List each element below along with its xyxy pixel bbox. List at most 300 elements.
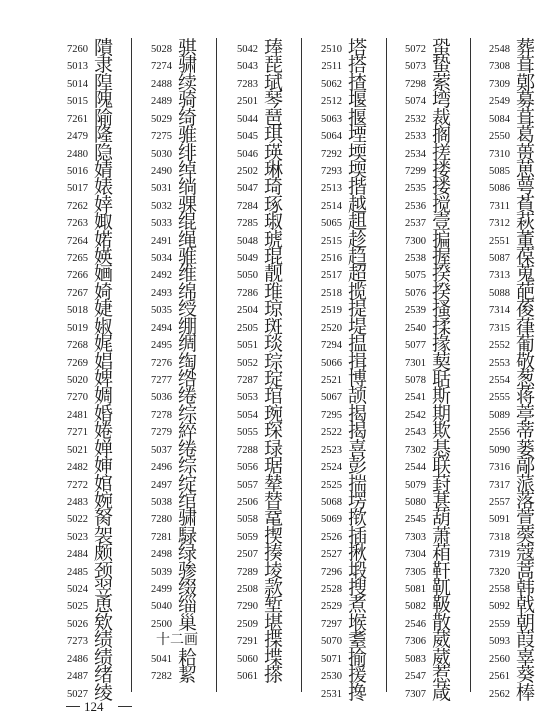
entry-character: 绩: [94, 629, 114, 652]
entry-character: 骓: [178, 124, 198, 147]
entry-character: 款: [264, 577, 284, 600]
entry-code: 2491: [151, 235, 172, 247]
entry-code: 7260: [67, 44, 88, 55]
column-divider: [131, 38, 132, 692]
entry-code: 5085: [489, 165, 510, 177]
entry-code: 2515: [321, 235, 342, 247]
entry-code: 7294: [321, 340, 342, 352]
entry-code: 7305: [405, 566, 426, 578]
entry-character: 胬: [94, 507, 114, 530]
entry-character: 欸: [94, 611, 114, 634]
entry-character: 婵: [94, 437, 114, 460]
entry-code: 5054: [237, 409, 258, 421]
entry-code: 5049: [237, 253, 258, 265]
entry-character: 越: [348, 193, 368, 216]
entry-character: 棒: [516, 681, 536, 704]
entry-code: 2494: [151, 322, 172, 334]
entry-character: 趄: [348, 211, 368, 234]
entry-character: 绮: [178, 106, 198, 129]
entry-character: 堎: [264, 559, 284, 582]
entry-character: 葭: [516, 629, 536, 652]
entry-character: 鼋: [264, 507, 284, 530]
entry-character: 揆: [432, 263, 452, 286]
entry-code: 2552: [489, 340, 510, 352]
entry-character: 搂: [432, 158, 452, 181]
entry-code: 7298: [405, 78, 426, 90]
entry-code: 5052: [237, 357, 258, 369]
entry-code: 7280: [151, 514, 172, 526]
entry-code: 5025: [67, 601, 88, 613]
entry-character: 塅: [348, 559, 368, 582]
entry-character: 揉: [432, 315, 452, 338]
entry-code: 7300: [405, 235, 426, 247]
index-entry: [474, 683, 539, 703]
entry-code: 7304: [405, 549, 426, 561]
entry-character: 壹: [432, 211, 452, 234]
entry-character: 葆: [516, 246, 536, 269]
entry-code: 5065: [321, 218, 342, 230]
entry-character: 葸: [516, 158, 536, 181]
entry-code: 7317: [489, 479, 510, 491]
entry-code: 5031: [151, 183, 172, 195]
entry-code: 5064: [321, 131, 342, 143]
entry-code: 7265: [67, 253, 88, 265]
entry-code: 2560: [489, 653, 510, 665]
index-column-1: [52, 37, 130, 704]
entry-character: 揖: [348, 350, 368, 373]
entry-character: 琴: [264, 89, 284, 112]
entry-character: 琛: [264, 420, 284, 443]
entry-character: 葴: [432, 681, 452, 704]
entry-character: 琦: [264, 176, 284, 199]
entry-character: 散: [432, 611, 452, 634]
entry-code: 7309: [489, 78, 510, 90]
entry-code: 2519: [321, 305, 342, 317]
entry-code: 2561: [489, 671, 510, 683]
entry-character: 蒎: [516, 472, 536, 495]
entry-code: 7310: [489, 148, 510, 160]
entry-character: 萧: [432, 524, 452, 547]
entry-code: 7306: [405, 636, 426, 648]
entry-code: 2542: [405, 409, 426, 421]
entry-character: 隗: [94, 89, 114, 112]
entry-character: 隐: [94, 141, 114, 164]
entry-character: 隃: [94, 106, 114, 129]
entry-character: 琫: [264, 37, 284, 59]
entry-character: 翌: [94, 577, 114, 600]
entry-character: 绸: [178, 333, 198, 356]
entry-character: 骕: [178, 54, 198, 77]
entry-character: 超: [348, 263, 368, 286]
entry-character: 葜: [432, 350, 452, 373]
entry-code: 2538: [405, 253, 426, 265]
entry-character: 婞: [94, 193, 114, 216]
entry-character: 绰: [178, 158, 198, 181]
entry-code: 2530: [321, 671, 342, 683]
entry-code: 5060: [237, 653, 258, 665]
entry-character: 琔: [264, 367, 284, 390]
entry-character: 鄚: [516, 71, 536, 94]
entry-code: 5029: [151, 113, 172, 125]
entry-character: 揽: [348, 280, 368, 303]
entry-code: 5059: [237, 531, 258, 543]
entry-code: 7286: [237, 287, 258, 299]
entry-code: 5081: [405, 584, 426, 596]
entry-character: 婍: [94, 280, 114, 303]
entry-code: 2548: [489, 44, 510, 55]
entry-code: 5056: [237, 462, 258, 474]
entry-character: 韩: [516, 577, 536, 600]
entry-character: 靰: [432, 577, 452, 600]
entry-code: 5075: [405, 270, 426, 282]
entry-character: 琵: [264, 54, 284, 77]
entry-character: 绫: [94, 681, 114, 704]
entry-code: 2506: [237, 496, 258, 508]
entry-code: 7308: [489, 61, 510, 73]
entry-character: 趁: [348, 228, 368, 251]
entry-code: 5058: [237, 514, 258, 526]
entry-code: 5048: [237, 235, 258, 247]
entry-code: 2508: [237, 584, 258, 596]
entry-character: 聒: [432, 367, 452, 390]
entry-code: 7297: [321, 618, 342, 630]
entry-character: 蛩: [432, 37, 452, 59]
entry-character: 蛰: [432, 54, 452, 77]
entry-code: 7313: [489, 270, 510, 282]
entry-character: 萩: [516, 211, 536, 234]
entry-character: 骒: [178, 193, 198, 216]
entry-code: 7303: [405, 531, 426, 543]
entry-code: 2556: [489, 427, 510, 439]
entry-character: 琥: [264, 228, 284, 251]
entry-code: 5018: [67, 305, 88, 317]
entry-character: 綷: [178, 420, 198, 443]
entry-code: 5033: [151, 218, 172, 230]
entry-code: 2493: [151, 287, 172, 299]
entry-character: 联: [432, 455, 452, 478]
index-entry: [306, 683, 384, 703]
entry-code: 2498: [151, 549, 172, 561]
entry-code: 5037: [151, 444, 172, 456]
entry-code: 7320: [489, 566, 510, 578]
entry-character: 葙: [432, 542, 452, 565]
entry-code: 2480: [67, 148, 88, 160]
entry-character: 葰: [516, 298, 536, 321]
entry-character: 萼: [516, 176, 536, 199]
entry-code: 5020: [67, 374, 88, 386]
entry-character: 朝: [516, 611, 536, 634]
entry-code: 5030: [151, 148, 172, 160]
entry-character: 葺: [516, 54, 536, 77]
entry-character: 揸: [348, 71, 368, 94]
entry-character: 恿: [94, 594, 114, 617]
entry-character: 葳: [432, 629, 452, 652]
entry-character: 骖: [178, 559, 198, 582]
entry-character: 娼: [94, 350, 114, 373]
entry-character: 揩: [348, 176, 368, 199]
entry-code: 7311: [489, 200, 510, 212]
entry-code: 7267: [67, 287, 88, 299]
entry-character: 搽: [264, 664, 284, 687]
entry-code: 2514: [321, 200, 342, 212]
entry-code: 5053: [237, 392, 258, 404]
entry-character: 骓: [178, 246, 198, 269]
entry-code: 7281: [151, 531, 172, 543]
entry-code: 2497: [151, 479, 172, 491]
entry-code: 5083: [405, 653, 426, 665]
entry-code: 2553: [489, 357, 510, 369]
entry-code: 2539: [405, 305, 426, 317]
entry-character: 婕: [94, 298, 114, 321]
entry-code: 5077: [405, 340, 426, 352]
entry-character: 塄: [348, 489, 368, 512]
entry-character: 董: [516, 228, 536, 251]
entry-code: 2496: [151, 462, 172, 474]
entry-code: 2502: [237, 165, 258, 177]
entry-character: 揣: [348, 472, 368, 495]
entry-character: 绺: [178, 367, 198, 390]
entry-code: 2547: [405, 671, 426, 683]
entry-character: 葵: [516, 664, 536, 687]
page-footer: [0, 696, 170, 718]
page-number: 124: [84, 699, 104, 714]
entry-code: 7307: [405, 688, 426, 700]
entry-character: 落: [516, 489, 536, 512]
entry-character: 婠: [94, 472, 114, 495]
entry-code: 2536: [405, 200, 426, 212]
entry-character: 娵: [94, 211, 114, 234]
entry-character: 婊: [94, 176, 114, 199]
entry-character: 堧: [348, 158, 368, 181]
entry-character: 搓: [432, 141, 452, 164]
entry-character: 堠: [348, 611, 368, 634]
entry-character: 萦: [432, 71, 452, 94]
entry-code: 2534: [405, 148, 426, 160]
entry-character: 婶: [94, 455, 114, 478]
footer-dash-left: [66, 706, 80, 707]
entry-code: 2527: [321, 549, 342, 561]
entry-character: 绪: [94, 664, 114, 687]
entry-code: 5045: [237, 131, 258, 143]
entry-character: 葺: [516, 106, 536, 129]
entry-code: 5016: [67, 165, 88, 177]
entry-code: 5079: [405, 479, 426, 491]
entry-code: 2550: [489, 131, 510, 143]
entry-character: 蒿: [516, 559, 536, 582]
entry-character: 靸: [432, 594, 452, 617]
index-entry: [390, 683, 468, 703]
entry-code: 5082: [405, 601, 426, 613]
entry-code: 2535: [405, 183, 426, 195]
entry-character: 琪: [264, 124, 284, 147]
entry-code: 5063: [321, 113, 342, 125]
entry-character: 绾: [178, 489, 198, 512]
entry-code: 2479: [67, 131, 88, 143]
entry-character: 琰: [264, 333, 284, 356]
entry-code: 7283: [237, 78, 258, 90]
entry-character: 婧: [94, 158, 114, 181]
entry-character: 塔: [348, 37, 368, 59]
entry-code: 5076: [405, 287, 426, 299]
entry-character: 辜: [516, 646, 536, 669]
entry-code: 2559: [489, 618, 510, 630]
entry-character: 绳: [178, 228, 198, 251]
entry-code: 2544: [405, 462, 426, 474]
entry-character: 萯: [516, 193, 536, 216]
entry-character: 琼: [264, 298, 284, 321]
entry-code: 2516: [321, 253, 342, 265]
column-divider: [301, 38, 302, 692]
entry-code: 5070: [321, 636, 342, 648]
entry-code: 5035: [151, 305, 172, 317]
entry-code: 2507: [237, 549, 258, 561]
entry-character: 靓: [264, 263, 284, 286]
entry-code: 7295: [321, 409, 342, 421]
entry-character: 堤: [348, 315, 368, 338]
entry-character: 葚: [432, 489, 452, 512]
entry-character: 提: [348, 298, 368, 321]
entry-character: 揄: [348, 646, 368, 669]
entry-character: 绽: [178, 472, 198, 495]
entry-character: 骑: [178, 89, 198, 112]
entry-code: 7302: [405, 444, 426, 456]
entry-character: 琳: [264, 158, 284, 181]
entry-character: 婼: [94, 228, 114, 251]
entry-character: 彭: [348, 455, 368, 478]
entry-character: 缁: [178, 594, 198, 617]
entry-code: 7279: [151, 427, 172, 439]
entry-code: 2487: [67, 671, 88, 683]
entry-code: 7266: [67, 270, 88, 282]
entry-character: 婳: [94, 263, 114, 286]
entry-code: 2521: [321, 374, 342, 386]
entry-code: 2541: [405, 392, 426, 404]
entry-character: 斑: [264, 315, 284, 338]
index-column-5: [390, 37, 468, 704]
entry-character: 葎: [516, 315, 536, 338]
entry-code: 5088: [489, 287, 510, 299]
entry-code: 5062: [321, 78, 342, 90]
entry-character: 琭: [264, 437, 284, 460]
entry-character: 搀: [348, 681, 368, 704]
entry-code: 2495: [151, 340, 172, 352]
entry-code: 7290: [237, 601, 258, 613]
entry-character: 葡: [516, 333, 536, 356]
entry-code: 5072: [405, 44, 426, 55]
entry-character: 蒐: [516, 263, 536, 286]
entry-code: 2523: [321, 444, 342, 456]
entry-code: 2500: [151, 618, 172, 630]
entry-character: 绿: [178, 542, 198, 565]
entry-character: 博: [348, 367, 368, 390]
entry-code: 7296: [321, 566, 342, 578]
entry-character: 葛: [516, 124, 536, 147]
entry-code: 2529: [321, 601, 342, 613]
entry-code: 2483: [67, 496, 88, 508]
entry-code: 5022: [67, 514, 88, 526]
entry-code: 7314: [489, 305, 510, 317]
entry-character: 绯: [178, 141, 198, 164]
entry-code: 2520: [321, 322, 342, 334]
entry-code: 7285: [237, 218, 258, 230]
entry-character: 揠: [348, 106, 368, 129]
entry-character: 综: [178, 402, 198, 425]
entry-code: 2522: [321, 427, 342, 439]
entry-character: 绹: [178, 350, 198, 373]
entry-character: 婉: [94, 489, 114, 512]
entry-code: 2554: [489, 374, 510, 386]
entry-character: 援: [348, 664, 368, 687]
entry-code: 2540: [405, 322, 426, 334]
entry-character: 萱: [516, 507, 536, 530]
entry-code: 2555: [489, 392, 510, 404]
entry-code: 7293: [321, 165, 342, 177]
entry-character: 騄: [178, 524, 198, 547]
entry-character: 绲: [178, 211, 198, 234]
entry-code: 2482: [67, 462, 88, 474]
entry-code: 5057: [237, 479, 258, 491]
entry-character: 搜: [348, 577, 368, 600]
entry-code: 5044: [237, 113, 258, 125]
entry-character: 搁: [432, 124, 452, 147]
entry-code: 7299: [405, 165, 426, 177]
entry-code: 5093: [489, 636, 510, 648]
entry-code: 2484: [67, 549, 88, 561]
entry-character: 堰: [348, 89, 368, 112]
index-entry: [222, 665, 300, 685]
entry-code: 7277: [151, 374, 172, 386]
entry-character: 塆: [432, 89, 452, 112]
entry-code: 7312: [489, 218, 510, 230]
entry-code: 7269: [67, 357, 88, 369]
entry-code: 5040: [151, 601, 172, 613]
entry-character: 婘: [94, 420, 114, 443]
entry-code: 5023: [67, 531, 88, 543]
entry-character: 琯: [264, 385, 284, 408]
entry-character: 婢: [94, 367, 114, 390]
entry-code: 2557: [489, 496, 510, 508]
column-divider: [386, 38, 387, 692]
entry-character: 维: [178, 263, 198, 286]
entry-code: 2549: [489, 96, 510, 108]
entry-code: 7272: [67, 479, 88, 491]
entry-code: 2513: [321, 183, 342, 195]
entry-code: 2485: [67, 566, 88, 578]
column-divider: [470, 38, 471, 692]
entry-character: 琚: [264, 455, 284, 478]
entry-code: 5034: [151, 253, 172, 265]
entry-code: 2525: [321, 479, 342, 491]
entry-character: 鄗: [516, 455, 536, 478]
entry-code: 2537: [405, 218, 426, 230]
entry-code: 5089: [489, 409, 510, 421]
entry-code: 7263: [67, 218, 88, 230]
index-column-4: [306, 37, 384, 704]
entry-character: 媖: [94, 246, 114, 269]
entry-character: 揙: [432, 228, 452, 251]
entry-code: 2490: [151, 165, 172, 177]
entry-character: 婤: [94, 385, 114, 408]
entry-code: 7268: [67, 340, 88, 352]
entry-code: 5028: [151, 44, 172, 55]
entry-character: 绱: [178, 176, 198, 199]
entry-character: 掾: [432, 333, 452, 356]
entry-character: 喜: [348, 437, 368, 460]
entry-character: 欺: [432, 420, 452, 443]
entry-character: 堑: [264, 594, 284, 617]
entry-character: 葫: [432, 507, 452, 530]
entry-code: 5067: [321, 392, 342, 404]
